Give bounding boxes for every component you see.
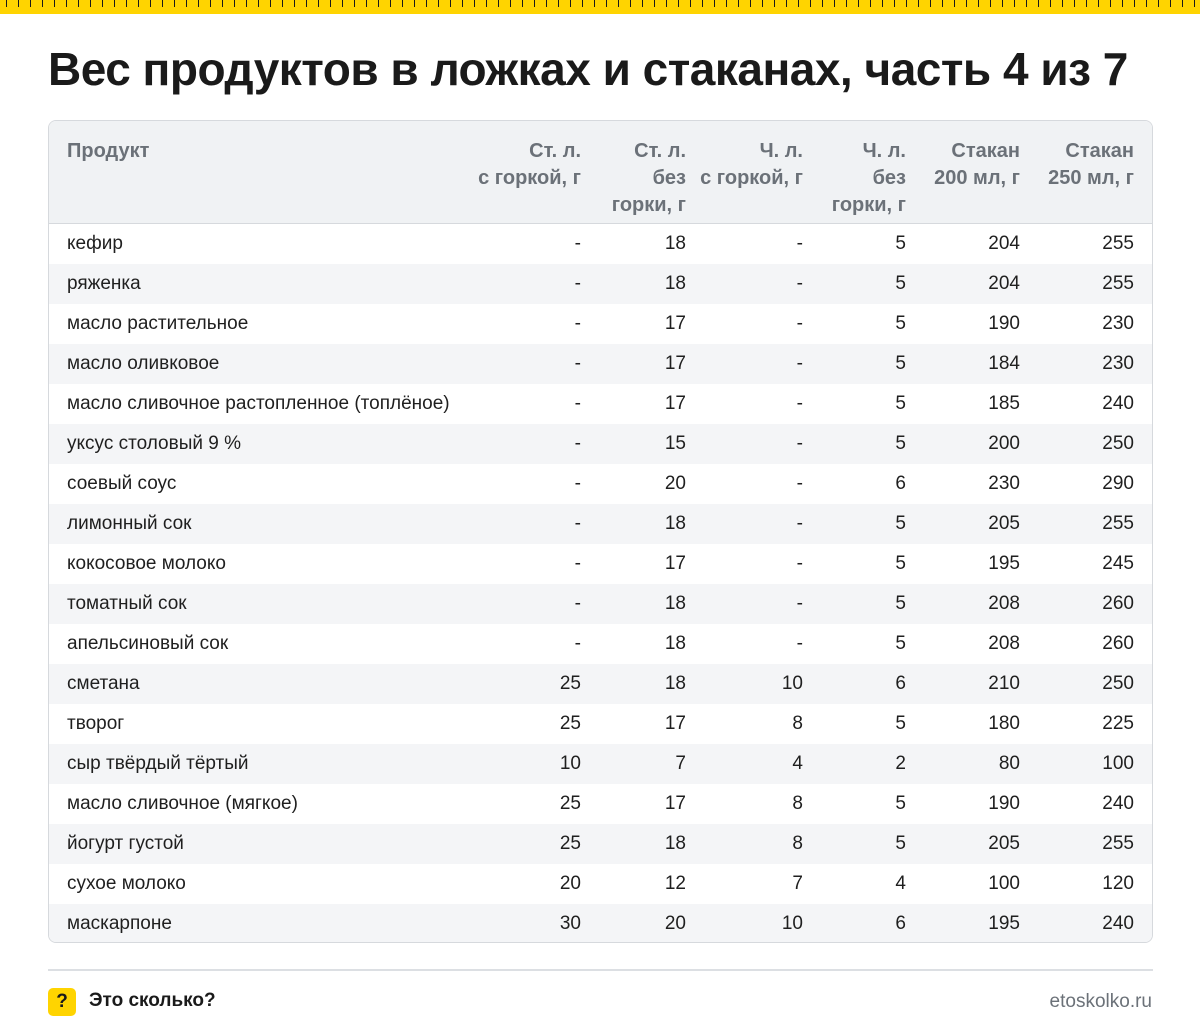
cell-product-name: лимонный сок — [67, 513, 192, 534]
cell-tbsp-heaped: 10 — [559, 753, 581, 774]
cell-tsp-level: 5 — [895, 353, 906, 374]
cell-tbsp-heaped: - — [574, 433, 581, 454]
cell-glass-200: 208 — [988, 633, 1020, 654]
cell-glass-250: 255 — [1102, 833, 1134, 854]
cell-tsp-level: 4 — [895, 873, 906, 894]
cell-tbsp-heaped: - — [574, 593, 581, 614]
cell-tbsp-heaped: - — [574, 233, 581, 254]
cell-tsp-level: 5 — [895, 393, 906, 414]
cell-product-name: масло сливочное (мягкое) — [67, 793, 298, 814]
table-row — [49, 624, 1152, 664]
weights-table — [48, 120, 1153, 943]
table-row — [49, 824, 1152, 864]
cell-glass-250: 240 — [1102, 793, 1134, 814]
cell-tbsp-level: 12 — [664, 873, 686, 894]
brand-name: Это сколько? — [89, 990, 216, 1011]
header-tbsp-level: Ст. л. без горки, г — [611, 140, 686, 216]
cell-tsp-level: 5 — [895, 513, 906, 534]
cell-tbsp-level: 18 — [664, 233, 686, 254]
cell-product-name: масло оливковое — [67, 353, 220, 374]
cell-product-name: сыр твёрдый тёртый — [67, 753, 249, 774]
header-tbsp-heaped: Ст. л. с горкой, г — [478, 140, 581, 189]
cell-product-name: кефир — [67, 233, 123, 254]
cell-glass-250: 100 — [1102, 753, 1134, 774]
table-row — [49, 904, 1152, 943]
cell-glass-200: 200 — [988, 433, 1020, 454]
cell-tbsp-heaped: 25 — [559, 833, 581, 854]
cell-product-name: ряженка — [67, 273, 141, 294]
cell-tsp-heaped: 7 — [792, 873, 803, 894]
table-row — [49, 264, 1152, 304]
cell-tbsp-level: 17 — [664, 313, 686, 334]
cell-product-name: сметана — [67, 673, 140, 694]
cell-product-name: творог — [67, 713, 125, 734]
cell-tbsp-heaped: - — [574, 353, 581, 374]
cell-glass-250: 255 — [1102, 273, 1134, 294]
cell-tsp-level: 2 — [895, 753, 906, 774]
cell-glass-200: 208 — [988, 593, 1020, 614]
cell-tsp-level: 6 — [895, 473, 906, 494]
cell-tsp-heaped: - — [796, 513, 803, 534]
ruler-strip — [0, 0, 1200, 14]
cell-glass-250: 250 — [1102, 673, 1134, 694]
cell-glass-200: 204 — [988, 273, 1020, 294]
site-url: etoskolko.ru — [1049, 991, 1152, 1012]
cell-tbsp-heaped: 30 — [559, 913, 581, 934]
question-mark-icon: ? — [48, 988, 76, 1016]
cell-product-name: кокосовое молоко — [67, 553, 226, 574]
cell-glass-200: 230 — [988, 473, 1020, 494]
cell-product-name: сухое молоко — [67, 873, 186, 894]
cell-tsp-level: 5 — [895, 553, 906, 574]
table-row — [49, 304, 1152, 344]
cell-glass-200: 205 — [988, 833, 1020, 854]
cell-product-name: масло растительное — [67, 313, 249, 334]
cell-glass-200: 80 — [998, 753, 1020, 774]
cell-product-name: йогурт густой — [67, 833, 184, 854]
cell-glass-250: 245 — [1102, 553, 1134, 574]
cell-glass-250: 230 — [1102, 313, 1134, 334]
cell-product-name: соевый соус — [67, 473, 177, 494]
cell-tsp-heaped: - — [796, 393, 803, 414]
table-row — [49, 744, 1152, 784]
cell-tbsp-level: 17 — [664, 393, 686, 414]
cell-tsp-heaped: 8 — [792, 793, 803, 814]
table-row — [49, 864, 1152, 904]
cell-tsp-level: 5 — [895, 313, 906, 334]
footer-divider — [48, 969, 1153, 971]
cell-tbsp-level: 20 — [664, 473, 686, 494]
cell-tsp-heaped: 10 — [781, 913, 803, 934]
cell-glass-250: 240 — [1102, 393, 1134, 414]
header-product: Продукт — [67, 140, 150, 162]
cell-tbsp-level: 17 — [664, 353, 686, 374]
cell-tsp-heaped: 8 — [792, 713, 803, 734]
cell-tbsp-level: 15 — [664, 433, 686, 454]
cell-glass-250: 225 — [1102, 713, 1134, 734]
cell-tsp-heaped: - — [796, 273, 803, 294]
cell-tbsp-level: 20 — [664, 913, 686, 934]
cell-tbsp-level: 18 — [664, 273, 686, 294]
cell-tbsp-heaped: 25 — [559, 673, 581, 694]
cell-glass-200: 195 — [988, 553, 1020, 574]
header-tsp-level: Ч. л. без горки, г — [831, 140, 906, 216]
cell-tsp-level: 5 — [895, 433, 906, 454]
cell-tbsp-level: 18 — [664, 833, 686, 854]
table-row — [49, 224, 1152, 264]
cell-glass-200: 185 — [988, 393, 1020, 414]
cell-glass-200: 204 — [988, 233, 1020, 254]
cell-glass-250: 255 — [1102, 513, 1134, 534]
table-row — [49, 504, 1152, 544]
cell-tbsp-heaped: - — [574, 473, 581, 494]
table-row — [49, 464, 1152, 504]
header-glass-200: Стакан 200 мл, г — [934, 140, 1020, 189]
cell-tsp-heaped: - — [796, 473, 803, 494]
cell-glass-200: 190 — [988, 313, 1020, 334]
table-row — [49, 344, 1152, 384]
cell-tsp-level: 5 — [895, 713, 906, 734]
cell-tbsp-heaped: 25 — [559, 793, 581, 814]
cell-tsp-level: 6 — [895, 673, 906, 694]
cell-tsp-level: 5 — [895, 833, 906, 854]
cell-tbsp-heaped: - — [574, 313, 581, 334]
cell-product-name: масло сливочное растопленное (топлёное) — [67, 393, 450, 414]
cell-tbsp-heaped: - — [574, 513, 581, 534]
cell-glass-200: 190 — [988, 793, 1020, 814]
cell-tbsp-level: 17 — [664, 713, 686, 734]
cell-tbsp-heaped: - — [574, 393, 581, 414]
table-row — [49, 544, 1152, 584]
cell-tsp-level: 6 — [895, 913, 906, 934]
cell-tbsp-heaped: 20 — [559, 873, 581, 894]
cell-tsp-level: 5 — [895, 593, 906, 614]
cell-glass-250: 240 — [1102, 913, 1134, 934]
cell-glass-200: 195 — [988, 913, 1020, 934]
cell-tbsp-level: 17 — [664, 793, 686, 814]
table-row — [49, 424, 1152, 464]
cell-glass-200: 205 — [988, 513, 1020, 534]
cell-glass-250: 230 — [1102, 353, 1134, 374]
cell-tsp-level: 5 — [895, 233, 906, 254]
cell-glass-250: 250 — [1102, 433, 1134, 454]
cell-glass-250: 290 — [1102, 473, 1134, 494]
cell-tbsp-level: 18 — [664, 633, 686, 654]
cell-glass-250: 260 — [1102, 633, 1134, 654]
page-title: Вес продуктов в ложках и стаканах, часть 4 из 7 — [48, 43, 1128, 95]
table-header — [49, 121, 1152, 224]
table-row — [49, 664, 1152, 704]
header-tsp-heaped: Ч. л. с горкой, г — [700, 140, 803, 189]
cell-tsp-heaped: 4 — [792, 753, 803, 774]
cell-tbsp-heaped: - — [574, 273, 581, 294]
table-row — [49, 704, 1152, 744]
cell-glass-250: 260 — [1102, 593, 1134, 614]
cell-tbsp-level: 7 — [675, 753, 686, 774]
cell-glass-250: 255 — [1102, 233, 1134, 254]
cell-tbsp-level: 18 — [664, 593, 686, 614]
cell-tbsp-level: 18 — [664, 673, 686, 694]
cell-tbsp-heaped: - — [574, 553, 581, 574]
cell-glass-250: 120 — [1102, 873, 1134, 894]
cell-product-name: уксус столовый 9 % — [67, 433, 241, 454]
table-row — [49, 784, 1152, 824]
cell-tsp-heaped: 10 — [781, 673, 803, 694]
cell-tsp-level: 5 — [895, 633, 906, 654]
cell-tbsp-level: 17 — [664, 553, 686, 574]
table-row — [49, 584, 1152, 624]
cell-tsp-heaped: - — [796, 353, 803, 374]
cell-tbsp-heaped: 25 — [559, 713, 581, 734]
cell-tbsp-heaped: - — [574, 633, 581, 654]
cell-glass-200: 180 — [988, 713, 1020, 734]
cell-glass-200: 184 — [988, 353, 1020, 374]
cell-glass-200: 100 — [988, 873, 1020, 894]
cell-tbsp-level: 18 — [664, 513, 686, 534]
cell-tsp-level: 5 — [895, 793, 906, 814]
cell-product-name: маскарпоне — [67, 913, 172, 934]
cell-tsp-heaped: - — [796, 553, 803, 574]
cell-tsp-heaped: 8 — [792, 833, 803, 854]
header-glass-250: Стакан 250 мл, г — [1048, 140, 1134, 189]
cell-glass-200: 210 — [988, 673, 1020, 694]
cell-tsp-level: 5 — [895, 273, 906, 294]
table-body — [49, 224, 1152, 943]
cell-product-name: апельсиновый сок — [67, 633, 229, 654]
cell-tsp-heaped: - — [796, 593, 803, 614]
table-row — [49, 384, 1152, 424]
cell-tsp-heaped: - — [796, 233, 803, 254]
cell-tsp-heaped: - — [796, 313, 803, 334]
cell-product-name: томатный сок — [67, 593, 187, 614]
cell-tsp-heaped: - — [796, 433, 803, 454]
cell-tsp-heaped: - — [796, 633, 803, 654]
